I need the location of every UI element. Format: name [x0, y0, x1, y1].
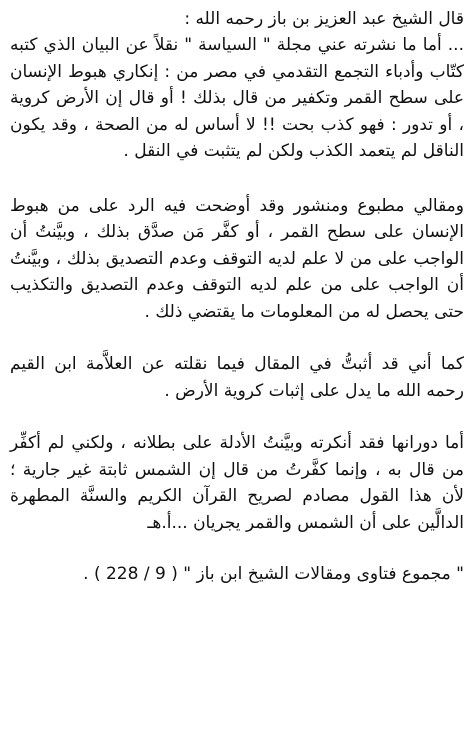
article-heading: قال الشيخ عبد العزيز بن باز رحمه الله : — [184, 9, 464, 29]
paragraph-gap — [10, 165, 464, 193]
paragraph-4: أما دورانها فقد أنكرته وبيَّنتُ الأدلة على بطلانه ، ولكني لم أكفِّر من قال به ، وإنما كفَّرتُ من قال إن الشمس ثابتة غير جارية ؛ لأن هذا القول مصادم لصريح القرآن الكريم والسنَّة المطهرة الدالَّين على أن الشمس والقمر يجريان ...أ.هـ — [10, 433, 464, 533]
paragraph-gap — [10, 536, 464, 561]
paragraph-gap — [10, 325, 464, 351]
source-citation: " مجموع فتاوى ومقالات الشيخ ابن باز " ( 9 / 228 ) . — [83, 564, 464, 584]
paragraph-gap — [10, 404, 464, 430]
paragraph-3: كما أني قد أثبتُّ في المقال فيما نقلته عن العلاَّمة ابن القيم رحمه الله ما يدل على إثبات كروية الأرض . — [10, 354, 464, 401]
paragraph-1: ... أما ما نشرته عني مجلة " السياسة " نقلاً عن البيان الذي كتبه كتّاب وأدباء التجمع التقدمي في مصر من : إنكاري هبوط الإنسان على سطح القمر وتكفير من قال بذلك ! أو قال إن الأرض كروية ، أو تدور : فهو كذب بحت !! لا أساس له من الصحة ، وقد يكون الناقل لم يتعمد الكذب ولكن لم يتثبت في النقل . — [10, 35, 464, 161]
paragraph-2: ومقالي مطبوع ومنشور وقد أوضحت فيه الرد على من هبوط الإنسان على سطح القمر ، أو كفَّر مَن صدَّق بذلك ، وبيَّنتُ أن الواجب على من لا علم لديه التوقف وعدم التصديق بذلك ، وبيَّنتُ أن الواجب على من علم لديه التوقف وعدم التصديق والتكذيب حتى يحصل له من المعلومات ما يقتضي ذلك . — [10, 195, 464, 322]
